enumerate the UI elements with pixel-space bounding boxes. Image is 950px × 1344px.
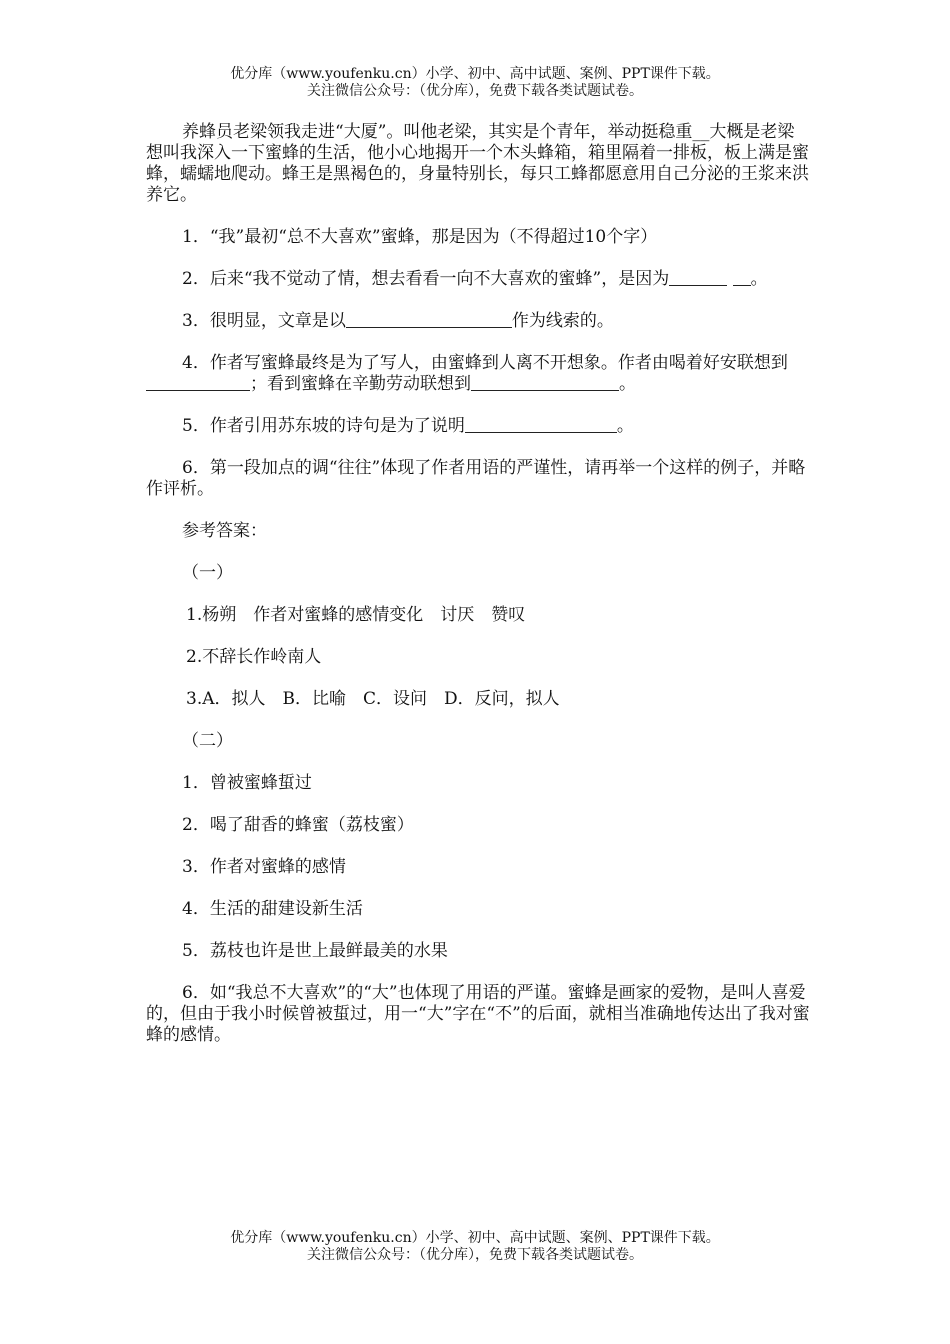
passage-paragraph: 养蜂员老梁领我走进“大厦”。叫他老梁，其实是个青年，举动挺稳重__大概是老梁想叫我深入一下蜜蜂的生活，他小心地揭开一个木头蜂箱，箱里隔着一排板，板上满是蜜蜂，蠕蠕地爬动。蜂王是黑褐色的，身量特别长，每只工蜂都愿意用自己分泌的王浆来洪养它。 [146, 122, 809, 205]
footer-line-2: 关注微信公众号：（优分库），免费下载各类试题试卷。 [307, 1247, 643, 1263]
answer-2-1: 1．曾被蜜蜂蜇过 [182, 773, 312, 793]
answer-2-6: 6．如“我总不大喜欢”的“大”也体现了用语的严谨。蜜蜂是画家的爱物，是叫人喜爱的，但由于我小时候曾被蜇过，用一“大”字在“不”的后面，就相当准确地传达出了我对蜜蜂的感情。 [146, 983, 810, 1045]
answers-part-2-label: （二） [182, 731, 233, 751]
answer-blank [465, 416, 617, 433]
question-4 [146, 353, 810, 395]
document-body [146, 122, 810, 1046]
header-line-2: 关注微信公众号：（优分库），免费下载各类试题试卷。 [307, 83, 643, 99]
answer-blank [471, 374, 619, 391]
answer-blank [346, 311, 512, 328]
answer-1-2: 2.不辞长作岭南人 [186, 647, 322, 667]
answer-2-3: 3．作者对蜜蜂的感情 [182, 857, 346, 877]
question-3-end: 作为线索的。 [511, 311, 614, 331]
question-4-text: 4．作者写蜜蜂最终是为了写人，由蜜蜂到人离不开想象。作者由喝着好安联想到 [182, 353, 788, 373]
question-2 [146, 269, 810, 290]
question-5-text: 5．作者引用苏东坡的诗句是为了说明 [182, 416, 465, 436]
answer-2-5: 5．荔枝也许是世上最鲜最美的水果 [182, 941, 448, 961]
answer-blank [733, 269, 751, 286]
question-2-end: 。 [750, 269, 768, 289]
question-6: 6．第一段加点的调“往往”体现了作者用语的严谨性，请再举一个这样的例子，并略作评析。 [146, 458, 806, 499]
page-header [0, 66, 950, 100]
footer-line-1: 优分库（www.youfenku.cn）小学、初中、高中试题、案例、PPT课件下载。 [230, 1230, 720, 1246]
answer-blank [146, 374, 250, 391]
answer-blank [669, 269, 727, 286]
question-3-text: 3．很明显，文章是以 [182, 311, 346, 331]
page-footer [0, 1230, 950, 1264]
question-2-text: 2．后来“我不觉动了情，想去看看一向不大喜欢的蜜蜂”，是因为 [182, 269, 670, 289]
question-4-end: 。 [619, 374, 636, 394]
question-5-end: 。 [616, 416, 634, 436]
answer-1-3: 3.A．拟人 B．比喻 C．设问 D．反问，拟人 [186, 689, 560, 709]
answer-2-2: 2．喝了甜香的蜂蜜（荔枝蜜） [182, 815, 414, 835]
header-line-1: 优分库（www.youfenku.cn）小学、初中、高中试题、案例、PPT课件下载。 [230, 66, 720, 82]
answers-part-1-label: （一） [182, 563, 233, 583]
question-3 [146, 311, 810, 332]
question-1: 1．“我”最初“总不大喜欢”蜜蜂，那是因为（不得超过10个字） [182, 227, 658, 247]
question-4-mid: ；看到蜜蜂在辛勤劳动联想到 [250, 374, 471, 394]
question-5 [146, 416, 810, 437]
answers-title: 参考答案： [182, 521, 267, 541]
answer-1-1: 1.杨朔 作者对蜜蜂的感情变化 讨厌 赞叹 [186, 605, 526, 625]
answer-2-4: 4．生活的甜建设新生活 [182, 899, 363, 919]
